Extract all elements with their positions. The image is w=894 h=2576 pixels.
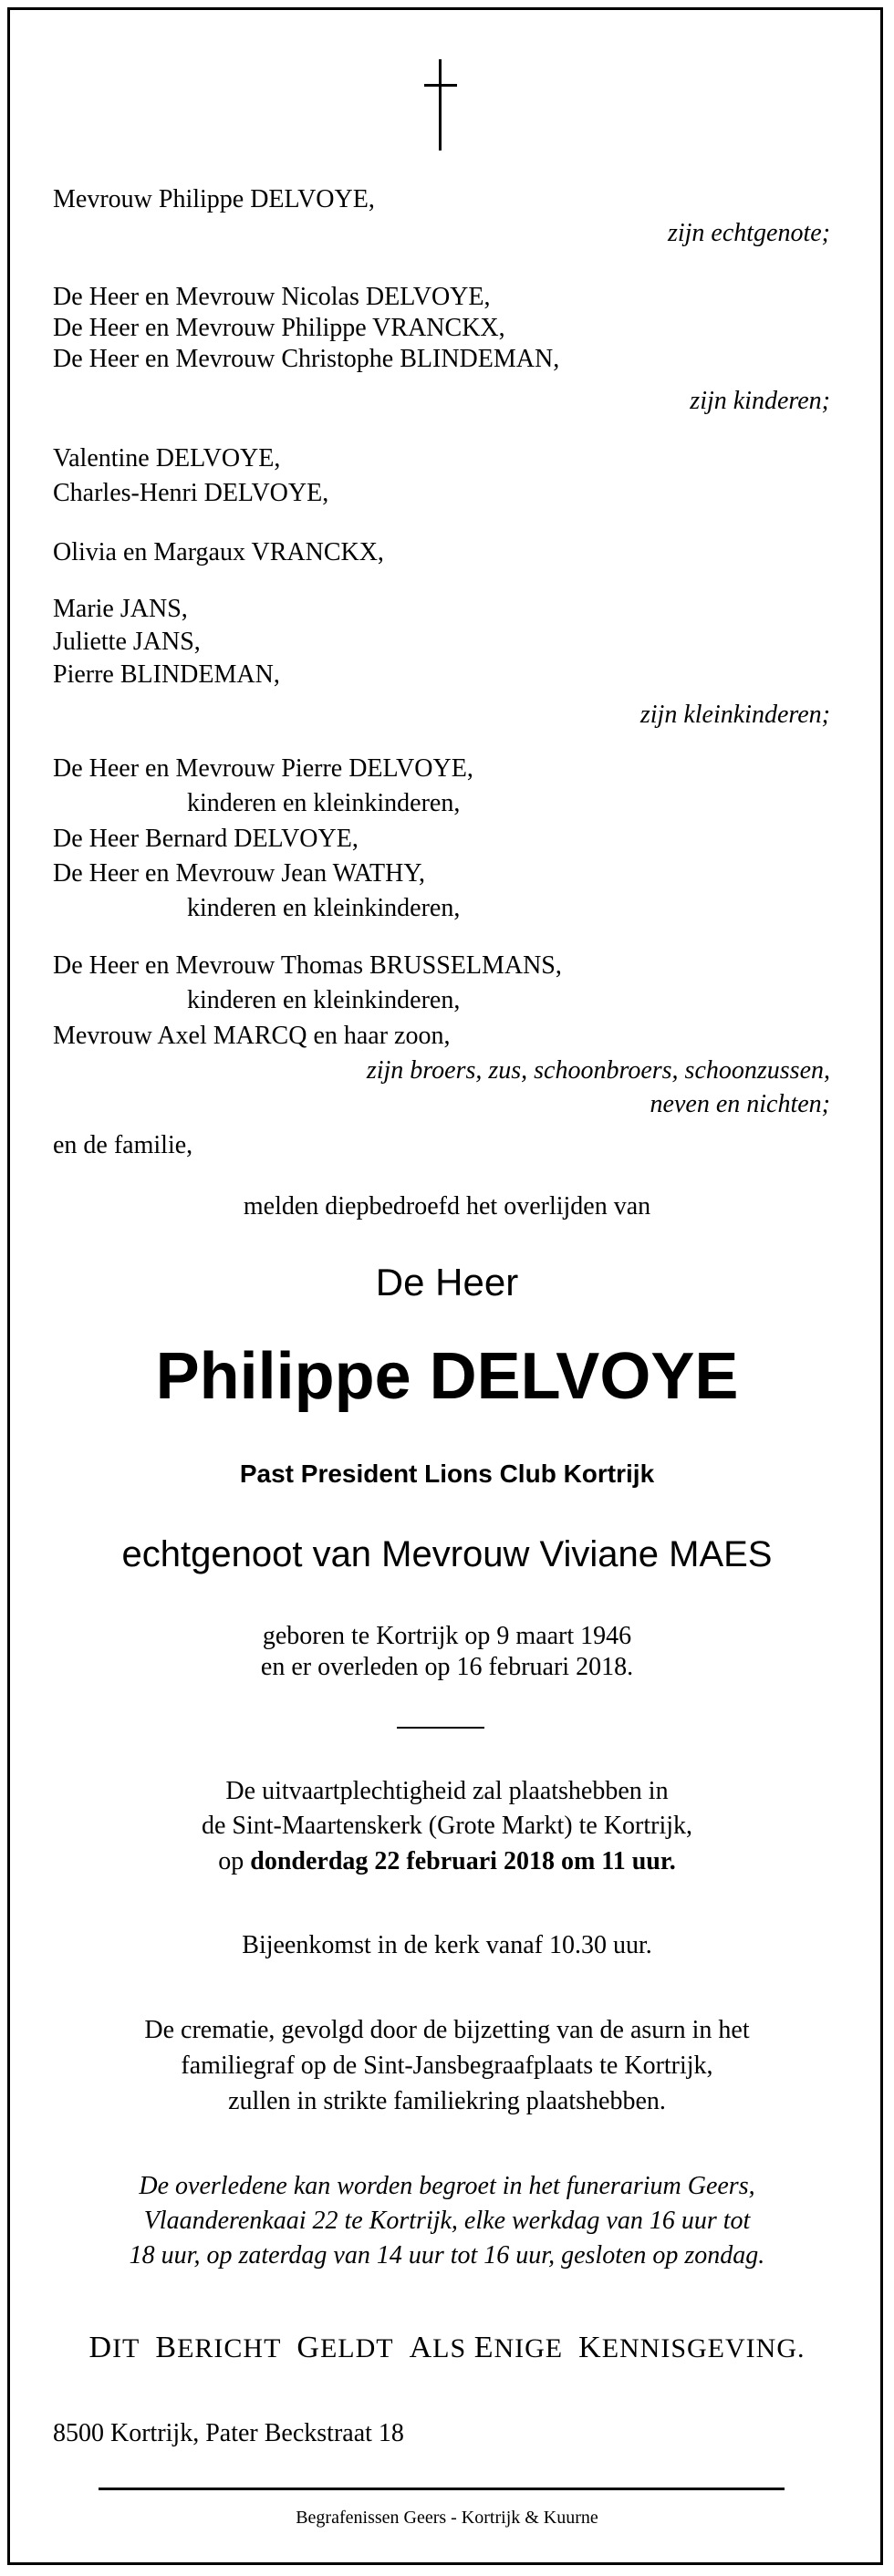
survivor-line: Juliette JANS, bbox=[53, 628, 201, 656]
survivor-line: De Heer en Mevrouw Philippe VRANCKX, bbox=[53, 314, 505, 342]
cross-icon bbox=[424, 59, 457, 151]
survivor-line: kinderen en kleinkinderen, bbox=[187, 789, 461, 817]
survivor-line: De Heer Bernard DELVOYE, bbox=[53, 825, 359, 853]
cremation-line-1: De crematie, gevolgd door de bijzetting van de asurn in het bbox=[144, 2016, 750, 2044]
survivor-line: De Heer en Mevrouw Thomas BRUSSELMANS, bbox=[53, 951, 562, 980]
birth-line: geboren te Kortrijk op 9 maart 1946 bbox=[262, 1622, 632, 1650]
funeral-line-2: de Sint-Maartenskerk (Grote Markt) te Kortrijk, bbox=[201, 1812, 693, 1840]
deceased-club: Past President Lions Club Kortrijk bbox=[239, 1459, 655, 1488]
survivor-line: Charles-Henri DELVOYE, bbox=[53, 479, 329, 507]
footer-rule bbox=[99, 2488, 785, 2490]
survivor-line: Pierre BLINDEMAN, bbox=[53, 660, 280, 689]
address: 8500 Kortrijk, Pater Beckstraat 18 bbox=[53, 2419, 404, 2447]
cremation-line-3: zullen in strikte familiekring plaatshebben. bbox=[228, 2087, 666, 2115]
relation-label: neven en nichten; bbox=[650, 1090, 830, 1118]
survivor-line: Mevrouw Axel MARCQ en haar zoon, bbox=[53, 1022, 451, 1050]
relation-label: zijn broers, zus, schoonbroers, schoonzussen, bbox=[366, 1056, 830, 1085]
relation-label: zijn echtgenote; bbox=[667, 219, 830, 247]
visit-line-1: De overledene kan worden begroet in het funerarium Geers, bbox=[139, 2172, 755, 2200]
survivor-line: kinderen en kleinkinderen, bbox=[187, 894, 461, 922]
deceased-name: Philippe DELVOYE bbox=[155, 1340, 739, 1413]
relation-label: zijn kleinkinderen; bbox=[639, 701, 830, 729]
survivor-line: Mevrouw Philippe DELVOYE, bbox=[53, 185, 375, 213]
visit-line-3: 18 uur, op zaterdag van 14 uur tot 16 uur, gesloten op zondag. bbox=[129, 2241, 765, 2270]
survivor-line: Olivia en Margaux VRANCKX, bbox=[53, 538, 384, 566]
cremation-line-2: familiegraf op de Sint-Jansbegraafplaats te Kortrijk, bbox=[181, 2051, 713, 2080]
survivor-line: en de familie, bbox=[53, 1131, 193, 1159]
funeral-date: donderdag 22 februari 2018 om 11 uur. bbox=[250, 1847, 676, 1875]
relation-label: zijn kinderen; bbox=[690, 387, 830, 415]
survivor-line: Valentine DELVOYE, bbox=[53, 444, 281, 473]
survivor-line: De Heer en Mevrouw Jean WATHY, bbox=[53, 859, 425, 888]
survivor-line: Marie JANS, bbox=[53, 595, 188, 623]
survivor-line: De Heer en Mevrouw Pierre DELVOYE, bbox=[53, 754, 473, 783]
survivor-line: kinderen en kleinkinderen, bbox=[187, 986, 461, 1014]
funeral-line-1: De uitvaartplechtigheid zal plaatshebben in bbox=[225, 1777, 669, 1805]
footer-text: Begrafenissen Geers - Kortrijk & Kuurne bbox=[296, 2508, 598, 2528]
announcement: melden diepbedroefd het overlijden van bbox=[243, 1192, 651, 1220]
notice-line: DIT BERICHT GELDT ALS ENIGE KENNISGEVING. bbox=[88, 2331, 806, 2364]
funeral-line-3: op donderdag 22 februari 2018 om 11 uur. bbox=[218, 1847, 676, 1875]
deceased-title: De Heer bbox=[375, 1261, 519, 1304]
visit-line-2: Vlaanderenkaai 22 te Kortrijk, elke werkdag van 16 uur tot bbox=[143, 2207, 751, 2235]
gathering-line: Bijeenkomst in de kerk vanaf 10.30 uur. bbox=[242, 1931, 652, 1959]
divider-dash bbox=[397, 1727, 484, 1729]
survivor-line: De Heer en Mevrouw Christophe BLINDEMAN, bbox=[53, 345, 560, 373]
survivor-line: De Heer en Mevrouw Nicolas DELVOYE, bbox=[53, 283, 491, 311]
deceased-spouse: echtgenoot van Mevrouw Viviane MAES bbox=[121, 1534, 773, 1574]
death-line: en er overleden op 16 februari 2018. bbox=[260, 1653, 634, 1681]
